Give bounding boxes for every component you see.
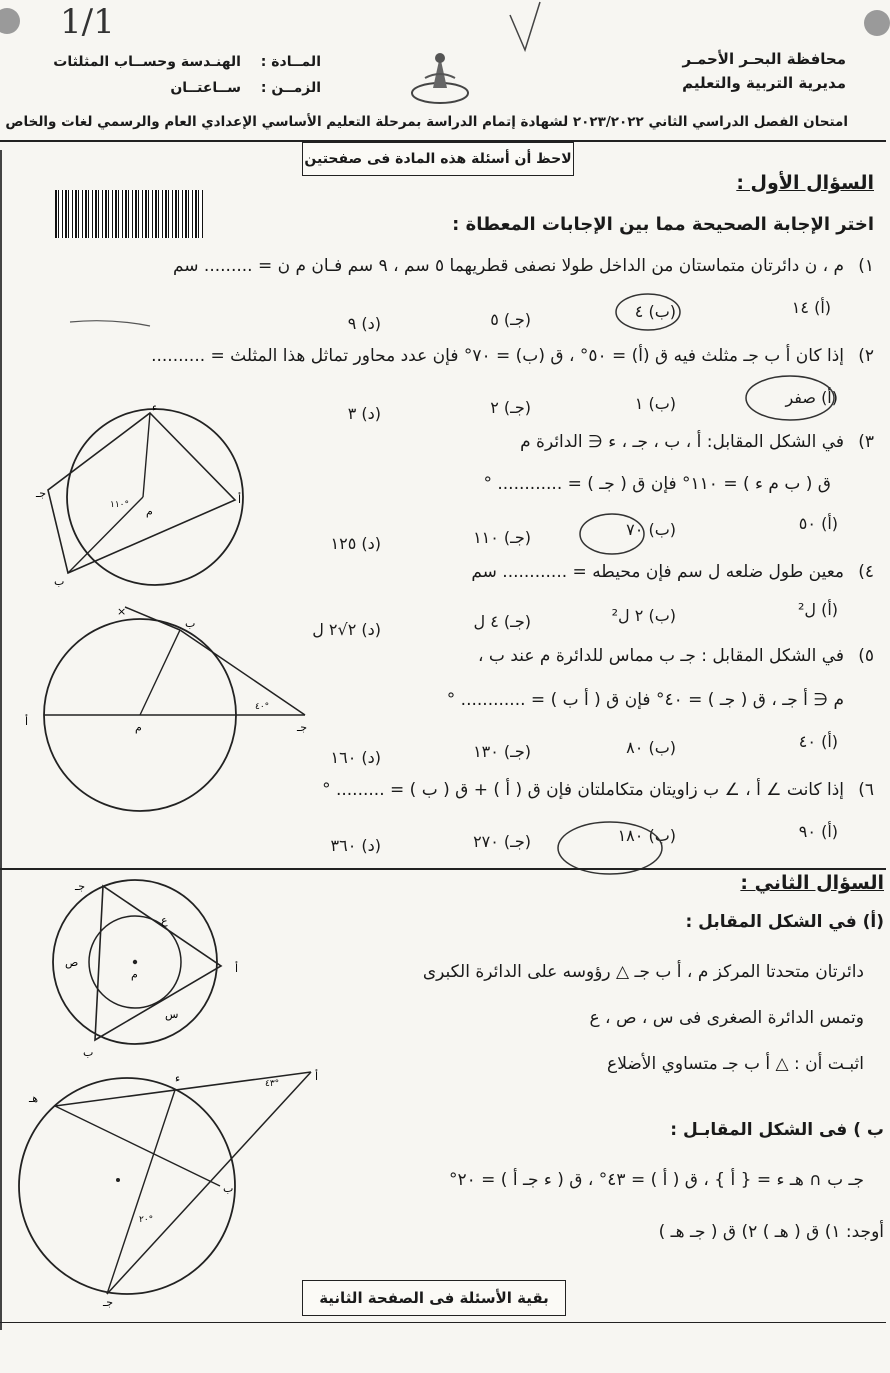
fig3-label-c: جـ: [36, 487, 47, 500]
figa-label-a: أ: [235, 962, 239, 975]
q1-item4-opt-a[interactable]: (أ) ل²: [797, 600, 838, 619]
q1-item4-opt-d[interactable]: (د) ٢√٢ ل: [312, 620, 381, 639]
q2-a-line1: دائرتان متحدتا المركز م ، أ ب جـ △ رؤوسه على الدائرة الكبرى: [422, 962, 864, 982]
q2-b-label: ب ) فى الشكل المقابـل :: [670, 1120, 884, 1140]
fig5-label-b: ب: [185, 617, 196, 630]
q1-item4-opt-c[interactable]: (جـ) ٤ ل: [473, 612, 531, 631]
figa-label-c: جـ: [75, 880, 86, 893]
q1-item5-opt-d[interactable]: (د) ١٦٠: [330, 748, 381, 767]
q1-item1-num: ١): [858, 256, 874, 276]
continue-text: بقية الأسئلة فى الصفحة الثانية: [319, 1289, 549, 1307]
q1-item4-text: معين طول ضلعه ل سم فإن محيطه = ............ سم: [471, 562, 844, 582]
q1-item6-opt-c[interactable]: (جـ) ٢٧٠: [473, 832, 531, 851]
q1-item2-opt-c[interactable]: (جـ) ٢: [490, 398, 531, 417]
note-text: لاحظ أن أسئلة هذه المادة فى صفحتين: [304, 151, 572, 167]
q2-a-label: (أ) في الشكل المقابل :: [685, 912, 884, 932]
q1-item2-opt-d[interactable]: (د) ٣: [347, 404, 381, 423]
q1-item5-opt-b[interactable]: (ب) ٨٠: [626, 738, 676, 757]
top-scribble: 1/1: [60, 2, 115, 42]
q1-item3-num: ٣): [858, 432, 874, 452]
fig3-label-a: أ: [238, 493, 242, 506]
q1-item4-opt-b[interactable]: (ب) ٢ ل²: [611, 606, 676, 625]
q1-item5-opt-c[interactable]: (جـ) ١٣٠: [473, 742, 531, 761]
q1-item6-opt-b[interactable]: (ب) ١٨٠: [617, 826, 676, 845]
figa-label-sad: ص: [65, 956, 79, 969]
q1-item3-opt-a[interactable]: (أ) ٥٠: [798, 514, 838, 533]
q1-item5-text2: م ∈ أ جـ ، ق ( جـ ) = ٤٠° فإن ق ( أ ب ) = ............ °: [446, 690, 844, 710]
q1-item2-num: ٢): [858, 346, 874, 366]
figa-label-b: ب: [83, 1046, 94, 1059]
q1-item5-opt-a[interactable]: (أ) ٤٠: [798, 732, 838, 751]
fig5-label-m: م: [135, 721, 142, 734]
q2-b-line1: جـ ب ∩ هـ ء = { أ } ، ق ( أ ) = ٤٣° ، ق ( ء جـ أ ) = ٢٠°: [448, 1170, 864, 1190]
subject-value: الهنـدسة وحســاب المثلثات: [53, 54, 241, 70]
fig5-label-angle: ٤٠°: [255, 702, 270, 712]
q1-item6-num: ٦): [858, 780, 874, 800]
figa-label-s: س: [165, 1008, 179, 1021]
q1-fig3: [36, 401, 270, 590]
fig3-label-d: ء: [152, 401, 158, 414]
q1-item3-opt-c[interactable]: (جـ) ١١٠: [473, 528, 531, 547]
q1-item6-opt-d[interactable]: (د) ٣٦٠: [330, 836, 381, 855]
governorate-text: محافظة البحـر الأحمـر: [682, 50, 846, 68]
q1-item3-opt-b[interactable]: (ب) ٧٠: [626, 520, 676, 539]
q1-item1-opt-a[interactable]: (أ) ١٤: [791, 298, 831, 317]
q1-item3-text: في الشكل المقابل: أ ، ب ، جـ ، ء ∈ الدائرة م: [520, 432, 844, 452]
q2-a-line2: وتمس الدائرة الصغرى فى س ، ص ، ع: [589, 1008, 864, 1028]
continue-box: [302, 1280, 566, 1316]
fig3-label-b: ب: [54, 575, 65, 588]
q2-title: السؤال الثاني :: [740, 872, 884, 894]
q2-a-line3: اثبـت أن : △ أ ب جـ متساوي الأضلاع: [607, 1054, 864, 1074]
q1-q2-divider: [0, 868, 886, 870]
q1-item2-opt-b[interactable]: (ب) ١: [634, 394, 676, 413]
figa-label-m: م: [131, 968, 138, 981]
q2-b-find: أوجد: ١) ق ( هـ ) ٢) ق ( جـ هـ ): [658, 1222, 884, 1242]
directorate-text: مديرية التربية والتعليم: [682, 74, 846, 92]
figb-label-ang1: ٤٣°: [265, 1079, 280, 1089]
subject-label: المــادة :: [260, 54, 321, 70]
q1-item5-text: في الشكل المقابل : جـ ب مماس للدائرة م عند ب ،: [478, 646, 844, 666]
figb-label-ang2: ٢٠°: [139, 1215, 154, 1225]
q2-fig-b: [15, 1068, 335, 1308]
q1-item1-opt-d[interactable]: (د) ٩: [347, 314, 381, 333]
figb-label-b: ب: [223, 1182, 234, 1195]
fig5-label-x: ×: [117, 605, 127, 618]
q1-title: السؤال الأول :: [736, 172, 874, 194]
q1-item3-text2: ق ( ب م ء ) = ١١٠° فإن ق ( جـ ) = ............ °: [483, 474, 831, 494]
q1-item6-text: إذا كانت ∠ أ ، ∠ ب زاويتان متكاملتان فإن ق ( أ ) + ق ( ب ) = ......... °: [322, 780, 844, 800]
q1-item1-text: م ، ن دائرتان متماستان من الداخل طولا نصفى قطريهما ٥ سم ، ٩ سم فـان م ن = ......... سم: [172, 256, 844, 276]
fig3-label-m: م: [146, 505, 153, 518]
fig3-label-angle: ١١٠°: [110, 500, 130, 510]
q1-item3-opt-d[interactable]: (د) ١٢٥: [330, 534, 381, 553]
q1-item5-num: ٥): [858, 646, 874, 666]
time-label: الزمــن :: [260, 80, 321, 96]
q1-item2-opt-a[interactable]: (أ) صفر: [785, 388, 838, 407]
q1-item4-num: ٤): [858, 562, 874, 582]
q1-item6-opt-a[interactable]: (أ) ٩٠: [798, 822, 838, 841]
q1-instruction: اختر الإجابة الصحيحة مما بين الإجابات المعطاة :: [452, 214, 874, 235]
q1-item1-opt-c[interactable]: (جـ) ٥: [490, 310, 531, 329]
figb-label-h: هـ: [29, 1092, 39, 1105]
q1-item2-text: إذا كان أ ب جـ مثلث فيه ق (أ) = ٥٠° ، ق (ب) = ٧٠° فإن عدد محاور تماثل هذا المثلث = ..........: [151, 346, 844, 366]
fig5-label-c: جـ: [297, 721, 308, 734]
time-value: ســاعتــان: [170, 80, 241, 96]
q1-item1-opt-b[interactable]: (ب) ٤: [634, 302, 676, 321]
figb-label-a: أ: [315, 1070, 319, 1083]
bottom-line: [0, 1322, 886, 1323]
figb-label-c: جـ: [103, 1296, 114, 1309]
figa-label-ain: ع: [161, 914, 168, 927]
q2-fig-a: [45, 880, 265, 1060]
exam-title: امتحان الفصل الدراسي الثاني ٢٠٢٣/٢٠٢٢ لشهادة إتمام الدراسة بمرحلة التعليم الأساسي الإعدادي العام والرسمي لغات والخاص: [5, 114, 848, 130]
q1-fig5: [15, 605, 325, 820]
figb-label-d: ء: [175, 1072, 181, 1085]
fig5-label-a: أ: [25, 715, 29, 728]
